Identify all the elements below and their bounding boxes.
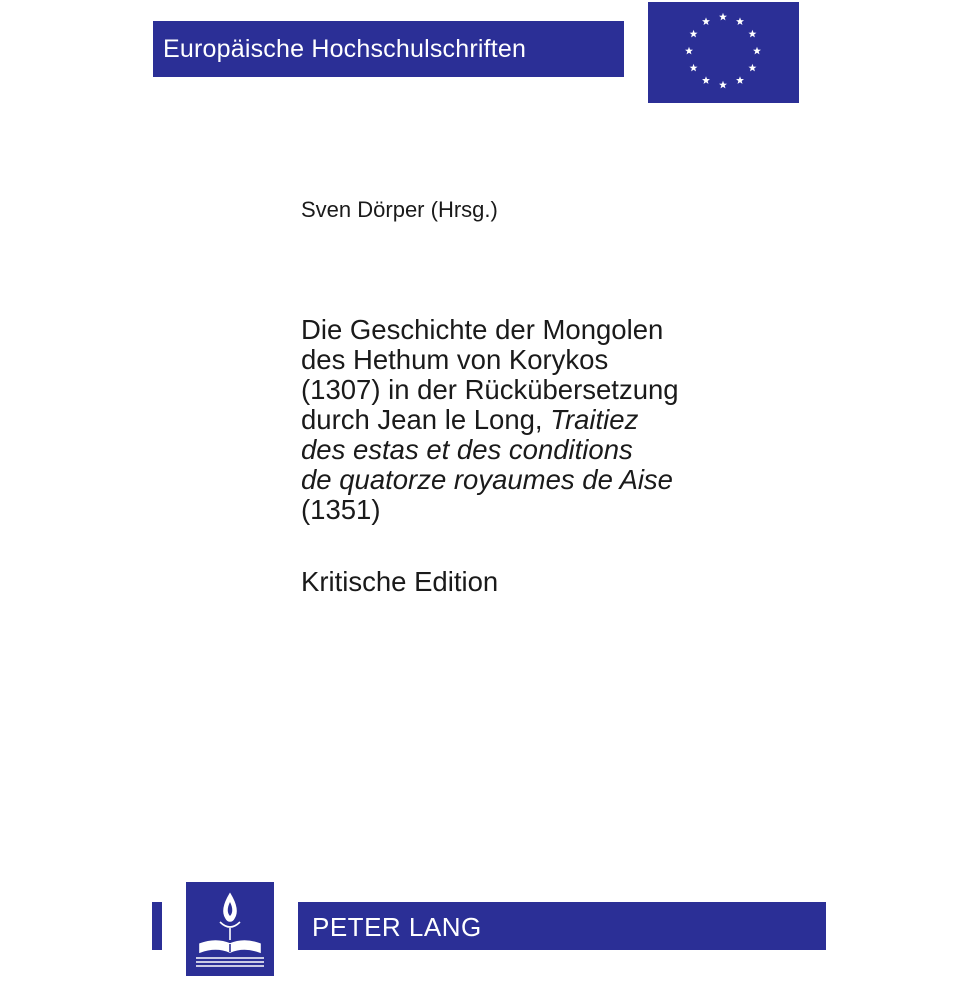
eu-star-icon [736,76,744,84]
title-line-4-italic: Traitiez [550,404,639,435]
subtitle: Kritische Edition [301,566,499,597]
peter-lang-logo-icon [186,882,274,976]
eu-star-icon [719,13,727,21]
logo-graphic [186,882,274,976]
eu-star-icon [702,76,710,84]
title-line-4-roman: durch Jean le Long, [301,404,551,435]
book-title [301,315,679,525]
publisher-name: PETER LANG [312,912,482,942]
eu-star-icon [748,64,756,72]
eu-star-icon [685,47,693,55]
title-line-6: de quatorze royaumes de Aise [301,464,673,495]
title-line-2: des Hethum von Korykos [301,344,609,375]
eu-star-icon [748,30,756,38]
series-banner [153,21,624,77]
title-line-7: (1351) [301,494,381,525]
eu-star-icon [702,17,710,25]
title-line-1: Die Geschichte der Mongolen [301,314,664,345]
eu-flag-icon [648,2,799,103]
eu-star-icon [736,17,744,25]
title-line-3: (1307) in der Rückübersetzung [301,374,679,405]
editor-name: Sven Dörper (Hrsg.) [301,197,498,222]
publisher-banner [298,902,826,950]
eu-stars [648,2,799,103]
eu-star-icon [719,81,727,89]
eu-star-icon [753,47,761,55]
eu-star-icon [690,30,698,38]
series-title: Europäische Hochschulschriften [163,35,527,63]
title-line-4 [301,405,679,435]
eu-star-icon [690,64,698,72]
left-mark [152,902,162,950]
title-line-5: des estas et des conditions [301,434,633,465]
